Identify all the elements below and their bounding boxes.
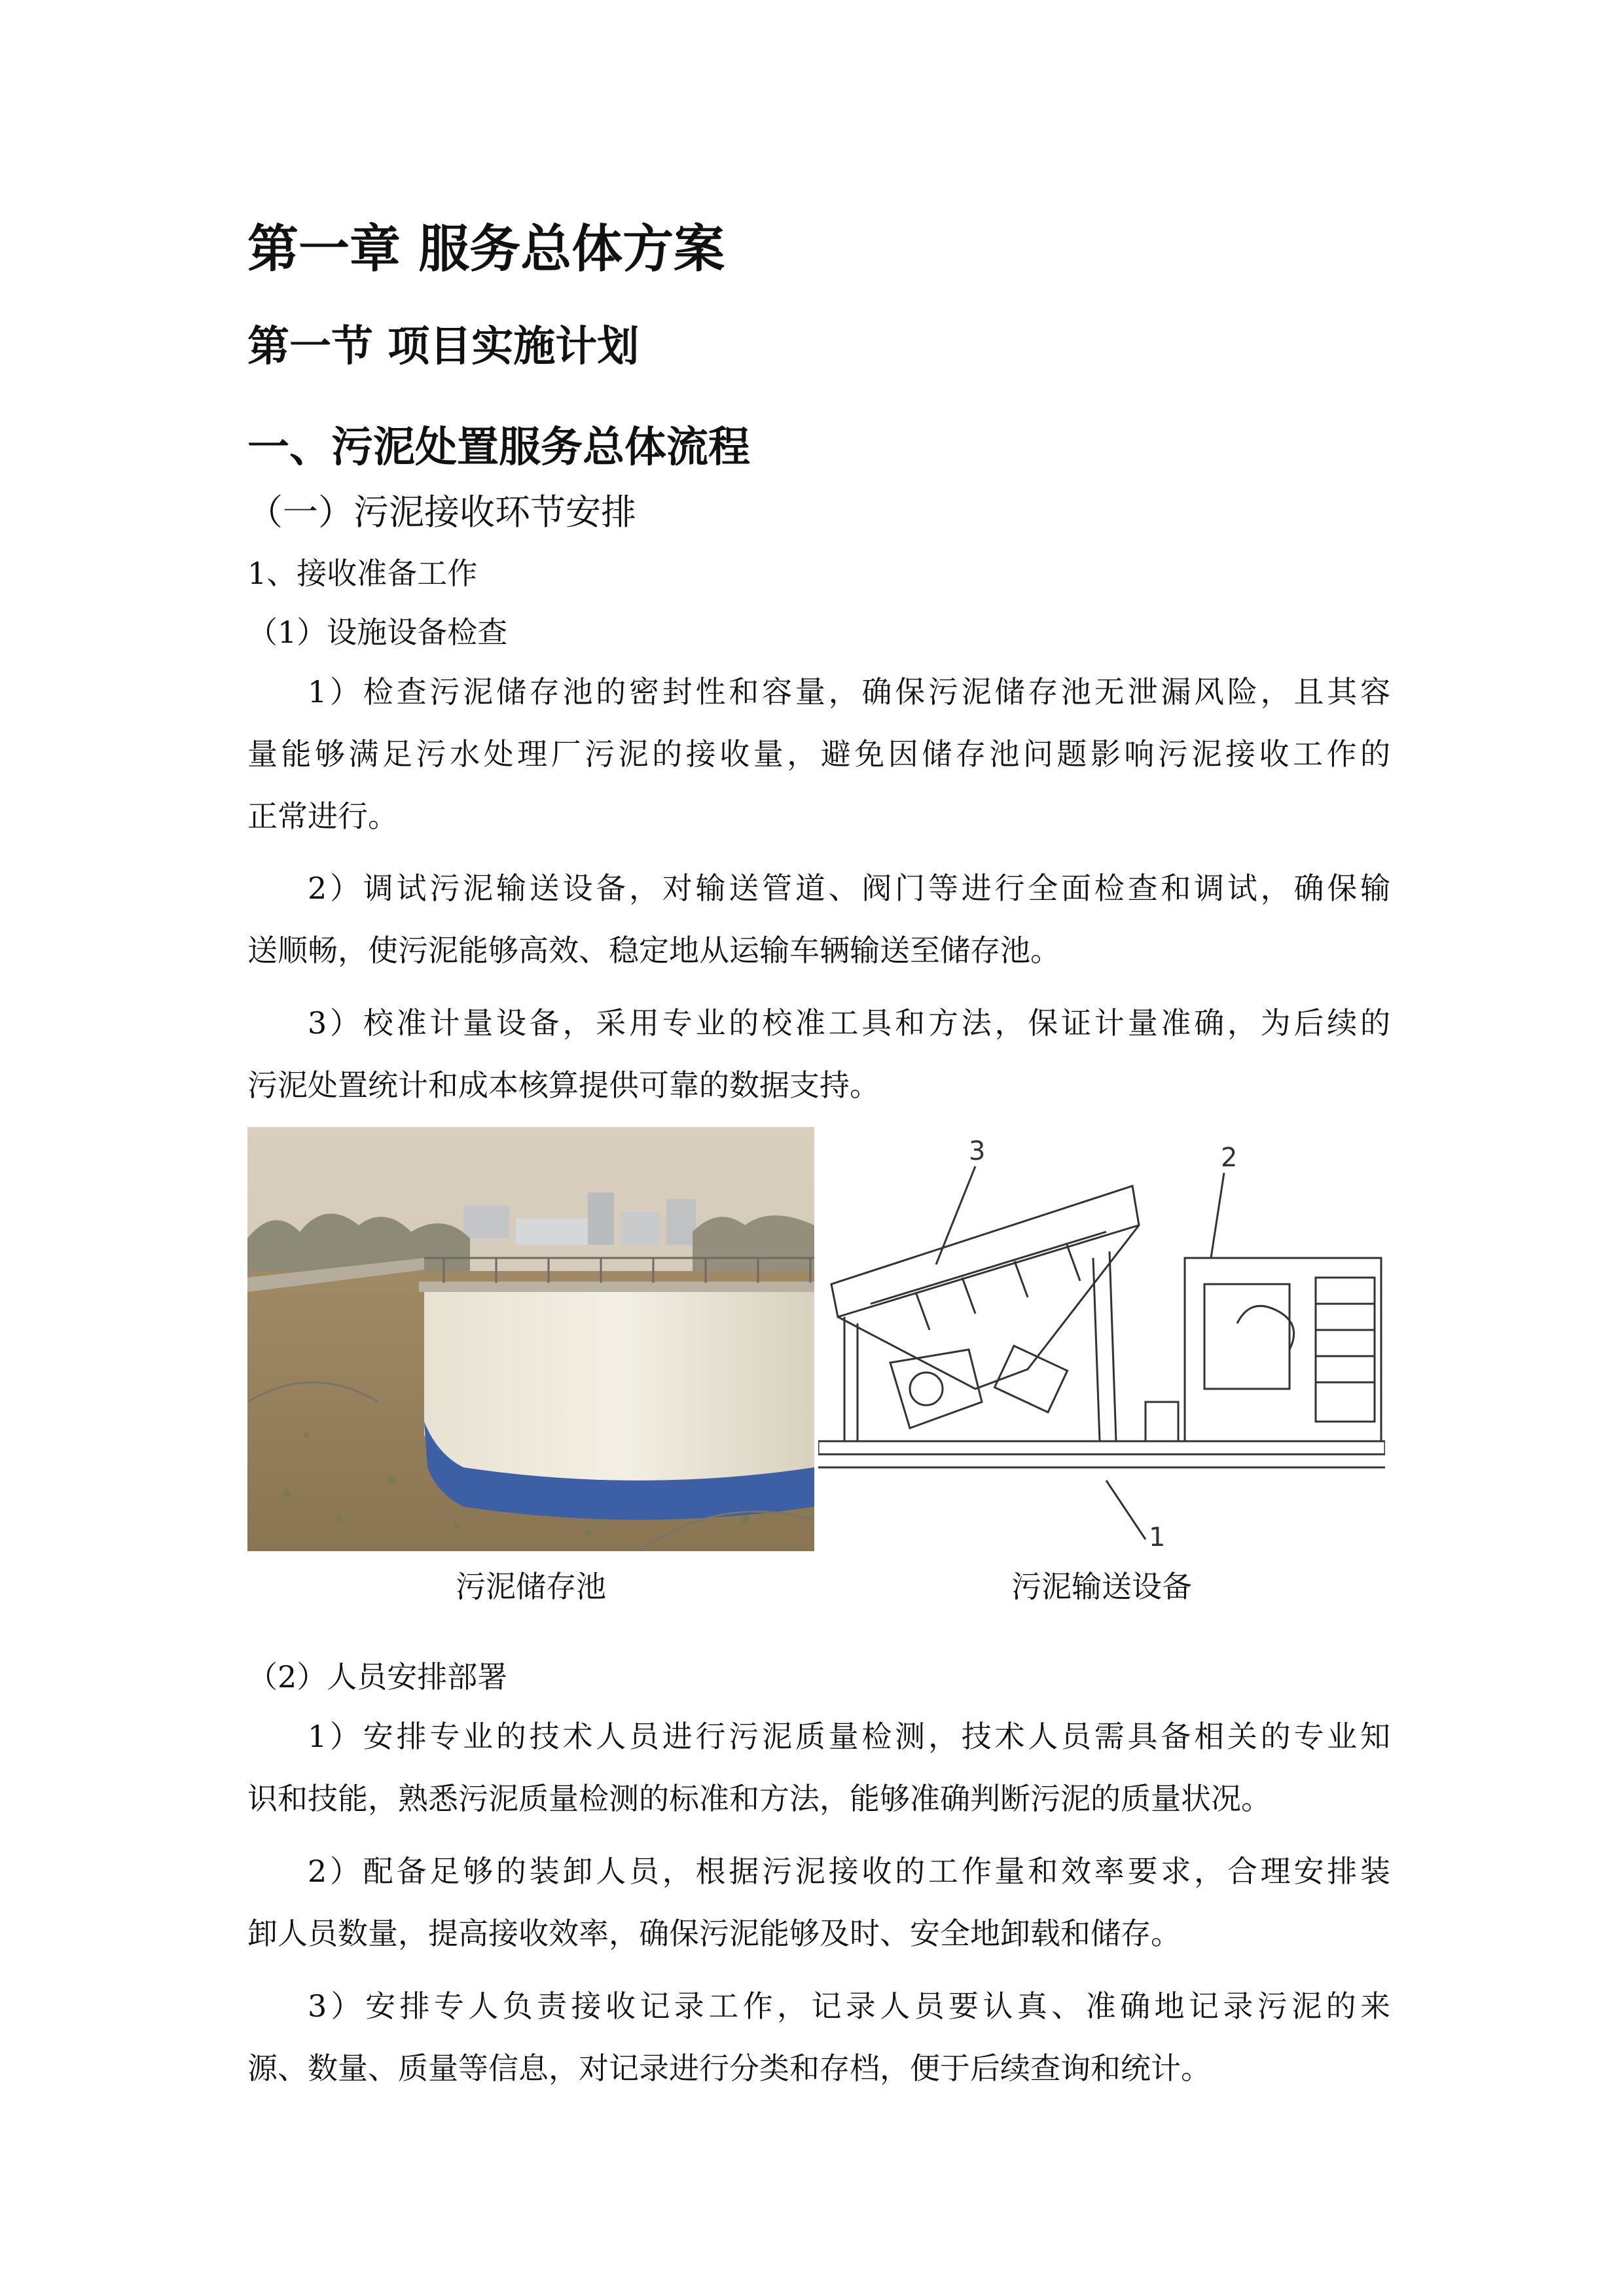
diagram-label-2: 2 [1221, 1143, 1238, 1173]
paragraph-6 [247, 1975, 1390, 2100]
diagram-label-3: 3 [969, 1136, 986, 1166]
paragraph-line: 1）安排专业的技术人员进行污泥质量检测，技术人员需具备相关的专业知 [308, 1719, 1390, 1754]
item-heading: 1、接收准备工作 [247, 556, 478, 591]
paragraph-line: 2）调试污泥输送设备，对输送管道、阀门等进行全面检查和调试，确保输 [308, 870, 1390, 906]
paragraph-line: 量能够满足污水处理厂污泥的接收量，避免因储存池问题影响污泥接收工作的 [247, 736, 1390, 772]
diagram-label-1: 1 [1149, 1522, 1166, 1551]
paragraph-line: 污泥处置统计和成本核算提供可靠的数据支持。 [247, 1067, 880, 1103]
sub-heading: （一）污泥接收环节安排 [247, 492, 636, 533]
right-figure-caption: 污泥输送设备 [1011, 1569, 1192, 1604]
paragraph-5 [247, 1840, 1390, 1965]
chapter-title: 第一章 服务总体方案 [247, 220, 725, 279]
sludge-conveying-equipment-diagram [818, 1127, 1385, 1551]
paragraph-1 [247, 661, 1390, 848]
group1-heading: （1）设施设备检查 [247, 615, 508, 650]
sludge-storage-tank-photo [247, 1127, 814, 1551]
paragraph-line: 卸人员数量，提高接收效率，确保污泥能够及时、安全地卸载和储存。 [247, 1916, 1181, 1951]
left-figure-caption: 污泥储存池 [456, 1569, 606, 1604]
paragraph-line: 3）校准计量设备，采用专业的校准工具和方法，保证计量准确，为后续的 [308, 1005, 1390, 1041]
paragraph-line: 识和技能，熟悉污泥质量检测的标准和方法，能够准确判断污泥的质量状况。 [247, 1781, 1271, 1816]
paragraph-line: 2）配备足够的装卸人员，根据污泥接收的工作量和效率要求，合理安排装 [308, 1854, 1390, 1889]
paragraph-2 [247, 857, 1390, 982]
paragraph-line: 正常进行。 [247, 798, 398, 834]
group2-heading: （2）人员安排部署 [247, 1659, 508, 1695]
paragraph-line: 源、数量、质量等信息，对记录进行分类和存档，便于后续查询和统计。 [247, 2051, 1211, 2086]
paragraph-4 [247, 1706, 1390, 1830]
paragraph-line: 送顺畅，使污泥能够高效、稳定地从运输车辆输送至储存池。 [247, 933, 1060, 968]
subsection-title: 一、污泥处置服务总体流程 [247, 423, 750, 472]
paragraph-line: 1）检查污泥储存池的密封性和容量，确保污泥储存池无泄漏风险，且其容 [308, 674, 1390, 709]
paragraph-line: 3）安排专人负责接收记录工作，记录人员要认真、准确地记录污泥的来 [308, 1988, 1390, 2024]
section-title: 第一节 项目实施计划 [247, 323, 640, 371]
paragraph-3 [247, 992, 1390, 1117]
